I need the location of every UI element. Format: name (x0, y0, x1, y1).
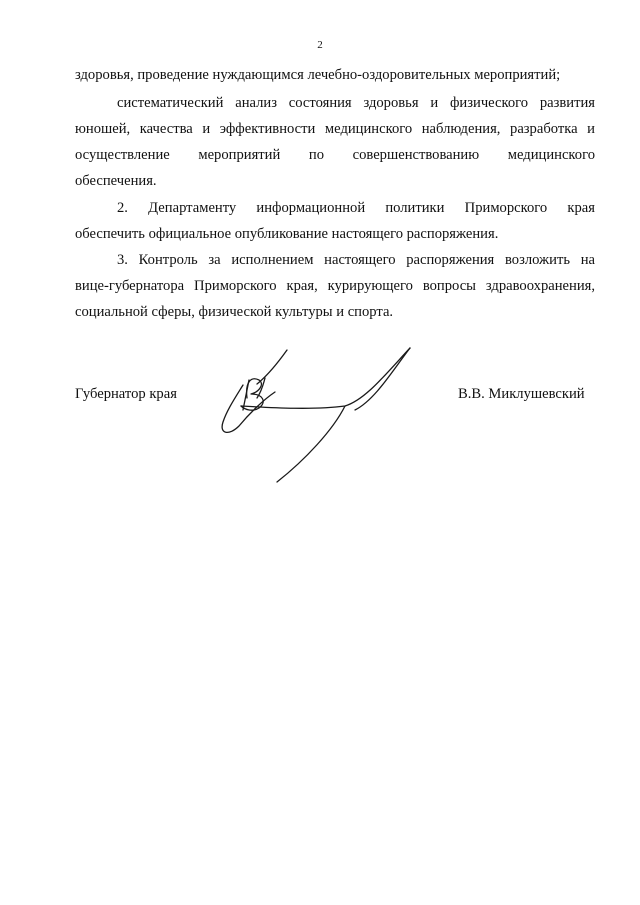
paragraph-line: обеспечения. (75, 173, 157, 189)
handwritten-signature (205, 340, 425, 490)
signatory-position: Губернатор края (75, 386, 177, 402)
paragraph-line: обеспечить официальное опубликование настоящего распоряжения. (75, 226, 499, 242)
paragraph-line: осуществление мероприятий по совершенствованию медицинского (75, 147, 595, 163)
paragraph-line: социальной сферы, физической культуры и спорта. (75, 304, 394, 320)
signatory-name: В.В. Миклушевский (458, 386, 585, 402)
paragraph-line: 2. Департаменту информационной политики Приморского края (117, 200, 595, 216)
paragraph-line: здоровья, проведение нуждающимся лечебно-оздоровительных мероприятий; (75, 67, 561, 83)
page-number: 2 (317, 39, 323, 51)
paragraph-line: систематический анализ состояния здоровья и физического развития (117, 95, 595, 111)
paragraph-line: юношей, качества и эффективности медицинского наблюдения, разработка и (75, 121, 595, 137)
paragraph-line: вице-губернатора Приморского края, курирующего вопросы здравоохранения, (75, 278, 595, 294)
paragraph-line: 3. Контроль за исполнением настоящего распоряжения возложить на (117, 252, 595, 268)
